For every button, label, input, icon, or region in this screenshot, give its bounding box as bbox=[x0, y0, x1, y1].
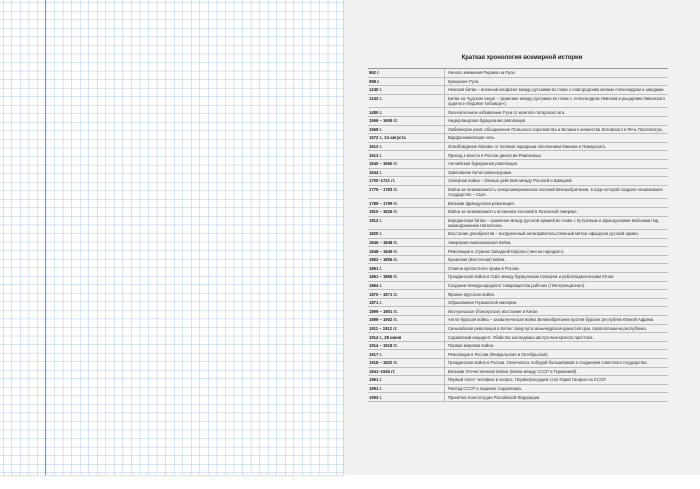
event-year: 1812 г. bbox=[368, 217, 445, 230]
table-row bbox=[368, 208, 668, 217]
event-year: 862 г. bbox=[368, 69, 445, 77]
table-row bbox=[368, 186, 668, 200]
event-year: 1789 – 1799 гг. bbox=[368, 199, 445, 207]
event-description: Англо-бурская война – захватническая война Великобритании против бурских республик Южной Африки. bbox=[448, 317, 655, 323]
table-row bbox=[368, 264, 668, 273]
table-row bbox=[368, 342, 668, 351]
event-description: Первый полет человека в космос. Первопроходцем стал Юрий Гагарин на СССР. bbox=[448, 377, 607, 383]
event-description: Франко-прусская война. bbox=[448, 291, 495, 297]
table-row bbox=[368, 307, 668, 316]
event-year: 1899 – 1901 гг. bbox=[368, 307, 445, 315]
event-description: Гражданская война в России. Окончилась победой большевиков и созданием советского государства. bbox=[448, 360, 648, 366]
event-year: 1825 г. bbox=[368, 230, 445, 238]
table-row bbox=[368, 299, 668, 308]
margin-line bbox=[45, 0, 46, 475]
table-row bbox=[368, 69, 668, 78]
event-description: Английская буржуазная революция. bbox=[448, 161, 519, 167]
event-year: 1911 – 1912 гг. bbox=[368, 325, 445, 333]
event-description: Завоевание Китая маньчжурами. bbox=[448, 169, 513, 175]
event-year: 1613 г. bbox=[368, 151, 445, 159]
event-description: Создание Международного товарищества рабочих (I Интернационал). bbox=[448, 282, 586, 288]
event-year: 1480 г. bbox=[368, 108, 445, 116]
event-year: 1941–1945 гг. bbox=[368, 368, 445, 376]
event-year: 1572 г., 24 августа bbox=[368, 134, 445, 142]
event-description: Начало княжения Рюрика на Руси. bbox=[448, 70, 516, 76]
event-description: Нидерландская буржуазная революция. bbox=[448, 118, 527, 124]
event-description: Война за независимость испанских колоний в Латинской Америке. bbox=[448, 209, 578, 215]
event-year: 1917 г. bbox=[368, 350, 445, 358]
event-year: 1993 г. bbox=[368, 393, 445, 401]
grid-page bbox=[0, 0, 343, 475]
table-row bbox=[368, 350, 668, 359]
event-year: 1846 – 1848 гг. bbox=[368, 239, 445, 247]
page-title: Краткая хронология всемирной истории bbox=[461, 55, 583, 61]
event-year: 1870 – 1871 гг. bbox=[368, 290, 445, 298]
table-row bbox=[368, 333, 668, 342]
event-description: Люблинская уния: объединение Польского королевства и Великого княжества Литовского в Речь Посполитую. bbox=[448, 126, 663, 132]
table-row bbox=[368, 151, 668, 160]
event-year: 1853 – 1856 гг. bbox=[368, 256, 445, 264]
event-description: Принятие Конституции Российской Федерации. bbox=[448, 394, 541, 400]
table-row bbox=[368, 160, 668, 169]
event-year: 1918 – 1922 гг. bbox=[368, 359, 445, 367]
event-year: 1242 г. bbox=[368, 95, 445, 108]
event-year: 1700–1721 гг. bbox=[368, 177, 445, 185]
event-description: Приход к власти в России династии Романовых. bbox=[448, 152, 542, 158]
event-description: Крещение Руси. bbox=[448, 78, 480, 84]
event-description: Синьхайская революция в Китае: свергнута маньчжурская династия Цин, провозглашена республика. bbox=[448, 325, 647, 331]
event-year: 988 г. bbox=[368, 78, 445, 86]
table-row bbox=[368, 143, 668, 152]
chronology-table bbox=[368, 68, 668, 402]
event-description: Освобождение Москвы от поляков народным ополчением Минина и Пожарского. bbox=[448, 144, 607, 150]
event-description: Американо-мексиканская война. bbox=[448, 239, 512, 245]
table-row bbox=[368, 273, 668, 282]
event-description: Гражданская война в США между буржуазным Севером и рабовладельческим Югом. bbox=[448, 274, 615, 280]
table-row bbox=[368, 239, 668, 248]
event-year: 1991 г. bbox=[368, 385, 445, 393]
table-row bbox=[368, 376, 668, 385]
event-year: 1861 г. bbox=[368, 264, 445, 272]
event-description: Варфоломеевская ночь. bbox=[448, 135, 496, 141]
table-row bbox=[368, 368, 668, 377]
event-year: 1810 – 1826 гг. bbox=[368, 208, 445, 216]
table-row bbox=[368, 359, 668, 368]
event-description: Великая французская революция. bbox=[448, 200, 515, 206]
event-year: 1569 г. bbox=[368, 126, 445, 134]
event-description: Первая мировая война. bbox=[448, 343, 495, 349]
table-row bbox=[368, 325, 668, 334]
event-description: Окончательное избавление Руси от монголо-татарского ига. bbox=[448, 109, 566, 115]
table-row bbox=[368, 290, 668, 299]
event-description: Ихэтуаньское (боксерское) восстание в Китае. bbox=[448, 308, 539, 314]
event-year: 1775 – 1783 гг. bbox=[368, 186, 445, 199]
table-row bbox=[368, 134, 668, 143]
event-description: Крымская (Восточная) война. bbox=[448, 257, 506, 263]
table-row bbox=[368, 86, 668, 95]
event-year: 1864 г. bbox=[368, 282, 445, 290]
event-description: Невская битва – военный конфликт между русскими во главе с новгородским князем Александром и шведами. bbox=[448, 87, 665, 93]
event-description: Восстание декабристов – вооруженный антиправительственный мятеж офицеров русской армии. bbox=[448, 231, 639, 237]
event-year: 1914 – 1918 гг. bbox=[368, 342, 445, 350]
event-year: 1640 – 1660 гг. bbox=[368, 160, 445, 168]
event-year: 1871 г. bbox=[368, 299, 445, 307]
event-description: Великая Отечественная Война (война между СССР и Германией). bbox=[448, 368, 578, 374]
event-year: 1899 – 1902 гг. bbox=[368, 316, 445, 324]
table-row bbox=[368, 230, 668, 239]
event-year: 1961 г. bbox=[368, 376, 445, 384]
table-row bbox=[368, 177, 668, 186]
event-year: 1612 г. bbox=[368, 143, 445, 151]
table-row bbox=[368, 117, 668, 126]
table-row bbox=[368, 256, 668, 265]
table-row bbox=[368, 199, 668, 208]
chronology-page bbox=[343, 0, 700, 475]
event-description: Распад СССР и падение социализма. bbox=[448, 386, 522, 392]
table-row bbox=[368, 393, 668, 402]
event-description: Битва на Чудском озере – сражение между русскими во главе с Александром Невским и рыцарями Ливонского ордена («Ледовое побоище»). bbox=[448, 96, 666, 107]
table-row bbox=[368, 385, 668, 394]
table-row bbox=[368, 126, 668, 135]
table-row bbox=[368, 282, 668, 291]
event-year: 1566 – 1609 гг. bbox=[368, 117, 445, 125]
event-description: Северная война – боевые действия между Россией и Швецией. bbox=[448, 178, 573, 184]
table-row bbox=[368, 247, 668, 256]
event-description: Революции в странах Западной Европы («весна народов»). bbox=[448, 248, 565, 254]
event-year: 1240 г. bbox=[368, 86, 445, 94]
event-description: Бородинская битва – сражение между русской армией во главе с Кутузовым и французскими войсками под командованием Наполеона. bbox=[448, 217, 659, 228]
table-row bbox=[368, 169, 668, 178]
table-row bbox=[368, 316, 668, 325]
event-description: Революции в России (Февральская и Октябрьская). bbox=[448, 351, 549, 357]
event-year: 1861 – 1865 гг. bbox=[368, 273, 445, 281]
table-row bbox=[368, 78, 668, 87]
table-row bbox=[368, 108, 668, 117]
event-description: Отмена крепостного права в России. bbox=[448, 265, 520, 271]
table-row bbox=[368, 217, 668, 231]
table-row bbox=[368, 95, 668, 109]
event-year: 1914 г., 28 июня bbox=[368, 333, 445, 341]
event-description: Образование Германской империи. bbox=[448, 300, 518, 306]
event-year: 1848 – 1849 гг. bbox=[368, 247, 445, 255]
event-description: Сараевский инцидент. Убийство наследника австро-венгерского престола. bbox=[448, 334, 594, 340]
event-year: 1644 г. bbox=[368, 169, 445, 177]
event-description: Война за независимость североамериканских колоний Великобритании, в ходе которой создано независимое государство – США. bbox=[448, 187, 663, 198]
